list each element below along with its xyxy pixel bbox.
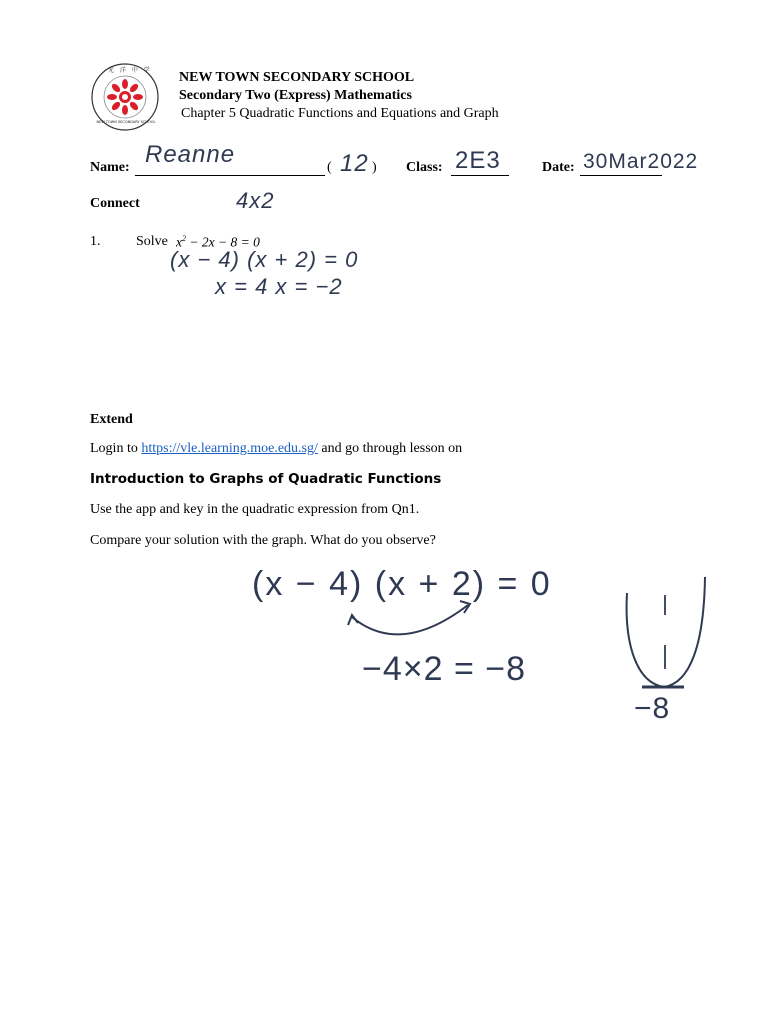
connect-note: 4x2 bbox=[236, 188, 275, 213]
index-open: ( bbox=[327, 160, 332, 175]
chapter-title: Chapter 5 Quadratic Functions and Equations and Graph bbox=[181, 106, 499, 121]
equation-rest: − 2x − 8 = 0 bbox=[186, 234, 260, 250]
instruction-2: Compare your solution with the graph. What do you observe? bbox=[90, 533, 436, 548]
date-label: Date: bbox=[542, 160, 575, 175]
connect-factored: (x − 4) (x + 2) = 0 bbox=[170, 247, 359, 272]
login-suffix: and go through lesson on bbox=[317, 441, 463, 456]
lesson-title: Introduction to Graphs of Quadratic Functions bbox=[90, 471, 442, 487]
logo-chinese-text: 光 洋 中 学 bbox=[108, 67, 152, 74]
index-value: 12 bbox=[340, 150, 369, 177]
connect-heading: Connect bbox=[90, 196, 140, 211]
class-value: 2E3 bbox=[455, 147, 501, 174]
logo-ring-text: NEW TOWN SECONDARY SCHOOL bbox=[96, 120, 156, 124]
login-line bbox=[90, 441, 462, 457]
course-title: Secondary Two (Express) Mathematics bbox=[179, 88, 412, 103]
instruction-1: Use the app and key in the quadratic expression from Qn1. bbox=[90, 502, 420, 517]
connect-roots: x = 4 x = −2 bbox=[215, 274, 343, 299]
extend-heading: Extend bbox=[90, 412, 133, 427]
class-label: Class: bbox=[406, 160, 443, 175]
equation-x: x bbox=[176, 234, 182, 250]
parabola-sketch-icon bbox=[612, 575, 712, 705]
date-field[interactable] bbox=[580, 175, 662, 176]
school-logo bbox=[90, 62, 160, 132]
curved-arrow-icon bbox=[340, 595, 480, 645]
answer-factored: (x − 4) (x + 2) = 0 bbox=[252, 565, 552, 603]
question-number: 1. bbox=[90, 234, 101, 249]
index-close: ) bbox=[372, 160, 377, 175]
school-name: NEW TOWN SECONDARY SCHOOL bbox=[179, 70, 415, 85]
name-value: Reanne bbox=[145, 141, 236, 168]
answer-product: −4×2 = −8 bbox=[362, 650, 527, 688]
name-field[interactable] bbox=[135, 175, 325, 176]
name-label: Name: bbox=[90, 160, 130, 175]
class-field[interactable] bbox=[451, 175, 509, 176]
equation-exponent: 2 bbox=[182, 234, 186, 243]
login-prefix: Login to bbox=[90, 441, 142, 456]
graph-intercept-label: −8 bbox=[634, 692, 671, 725]
question-text: Solve bbox=[136, 234, 168, 249]
date-value: 30Mar2022 bbox=[583, 150, 699, 173]
vle-link[interactable]: https://vle.learning.moe.edu.sg/ bbox=[141, 441, 318, 456]
